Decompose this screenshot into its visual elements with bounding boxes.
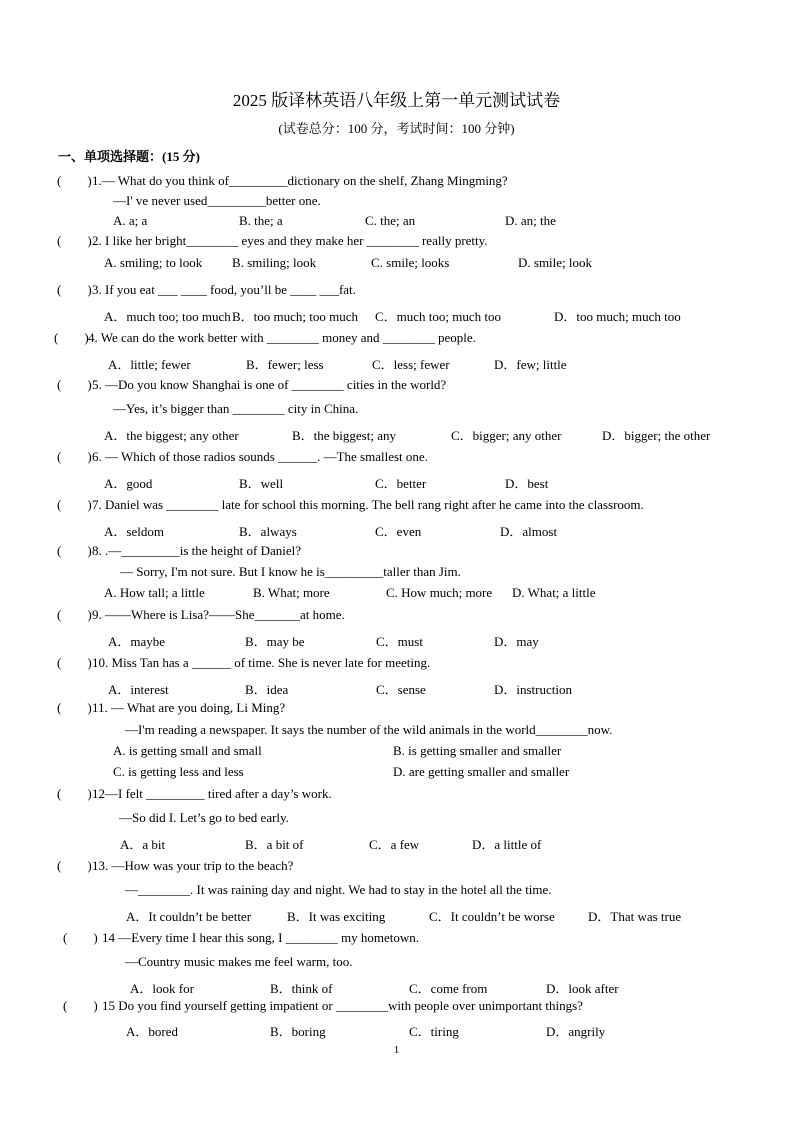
option-b: B．a bit of xyxy=(245,837,304,852)
option-d: D．may xyxy=(494,634,539,649)
answer-blank: ( ) xyxy=(57,173,92,188)
question-stem: 5. —Do you know Shanghai is one of ________ cities in the world? xyxy=(92,377,447,392)
option-a: A. a; a xyxy=(113,213,148,228)
option-b: B. the; a xyxy=(239,213,283,228)
question-stem-continued: —Yes, it’s bigger than ________ city in China. xyxy=(113,401,359,416)
question-stem: 15 Do you find yourself getting impatient or ________with people over unimportant things? xyxy=(102,998,583,1013)
question-stem: 12—I felt _________ tired after a day’s work. xyxy=(92,786,332,801)
option-a: A. is getting small and small xyxy=(113,743,262,758)
option-c: C．It couldn’t be worse xyxy=(429,909,555,924)
option-c: C．bigger; any other xyxy=(451,428,562,443)
option-c: C. the; an xyxy=(365,213,416,228)
option-b: B．It was exciting xyxy=(287,909,386,924)
answer-blank: ( ) xyxy=(57,607,92,622)
option-c: C．a few xyxy=(369,837,420,852)
option-c: C．must xyxy=(376,634,423,649)
option-b: B．always xyxy=(239,524,297,539)
option-d: D．a little of xyxy=(472,837,542,852)
option-d: D．instruction xyxy=(494,682,572,697)
option-b: B．the biggest; any xyxy=(292,428,396,443)
option-a: A. smiling; to look xyxy=(104,255,203,270)
option-a: A．a bit xyxy=(120,837,166,852)
option-a: A．good xyxy=(104,476,153,491)
option-d: D. an; the xyxy=(505,213,556,228)
option-a: A．the biggest; any other xyxy=(104,428,239,443)
option-a: A．seldom xyxy=(104,524,164,539)
answer-blank: ( ) xyxy=(57,543,92,558)
question-stem: 11. — What are you doing, Li Ming? xyxy=(92,700,286,715)
option-d: D．few; little xyxy=(494,357,567,372)
option-a: A．It couldn’t be better xyxy=(126,909,252,924)
option-d: D．too much; much too xyxy=(554,309,681,324)
option-b: B．may be xyxy=(245,634,305,649)
option-a: A．much too; too much xyxy=(104,309,231,324)
question-stem: 6. — Which of those radios sounds ______. —The smallest one. xyxy=(92,449,428,464)
question-stem-continued: —________. It was raining day and night. We had to stay in the hotel all the time. xyxy=(125,882,552,897)
option-a: A．look for xyxy=(130,981,194,996)
option-b: B．too much; too much xyxy=(232,309,359,324)
answer-blank: ( ) xyxy=(57,377,92,392)
option-c: C．better xyxy=(375,476,427,491)
option-c: C. is getting less and less xyxy=(113,764,244,779)
option-a: A. How tall; a little xyxy=(104,585,205,600)
option-d: D．That was true xyxy=(588,909,682,924)
section-heading: 一、单项选择题：(15 分) xyxy=(58,149,200,164)
option-a: A．maybe xyxy=(108,634,166,649)
option-d: D．almost xyxy=(500,524,558,539)
option-c: C. smile; looks xyxy=(371,255,450,270)
answer-blank: ( ) xyxy=(63,930,98,945)
option-b: B．think of xyxy=(270,981,333,996)
option-b: B. is getting smaller and smaller xyxy=(393,743,562,758)
question-stem: 1.— What do you think of_________dictionary on the shelf, Zhang Mingming? xyxy=(92,173,508,188)
question-stem: 3. If you eat ___ ____ food, you’ll be ____ ___fat. xyxy=(92,282,356,297)
question-stem: 8. .—_________is the height of Daniel? xyxy=(92,543,302,558)
option-d: D．angrily xyxy=(546,1024,606,1039)
question-stem: 9. ——Where is Lisa?——She_______at home. xyxy=(92,607,345,622)
option-c: C．come from xyxy=(409,981,488,996)
answer-blank: ( ) xyxy=(57,233,92,248)
question-stem-continued: —So did I. Let’s go to bed early. xyxy=(119,810,289,825)
option-a: A．interest xyxy=(108,682,169,697)
question-stem: 10. Miss Tan has a ______ of time. She is never late for meeting. xyxy=(92,655,431,670)
option-c: C. How much; more xyxy=(386,585,493,600)
option-c: C．much too; much too xyxy=(375,309,502,324)
option-b: B．fewer; less xyxy=(246,357,324,372)
question-stem: 7. Daniel was ________ late for school this morning. The bell rang right after he came into the classroom. xyxy=(92,497,644,512)
question-stem-continued: —I' ve never used_________better one. xyxy=(113,193,321,208)
question-stem-continued: — Sorry, I'm not sure. But I know he is_________taller than Jim. xyxy=(120,564,461,579)
option-b: B．boring xyxy=(270,1024,326,1039)
answer-blank: ( ) xyxy=(57,449,92,464)
option-a: A．bored xyxy=(126,1024,178,1039)
answer-blank: ( ) xyxy=(57,497,92,512)
question-stem-continued: —Country music makes me feel warm, too. xyxy=(125,954,353,969)
option-d: D. smile; look xyxy=(518,255,593,270)
option-d: D. What; a little xyxy=(512,585,596,600)
question-stem: 14 —Every time I hear this song, I ________ my hometown. xyxy=(102,930,420,945)
option-b: B. smiling; look xyxy=(232,255,317,270)
answer-blank: ( ) xyxy=(57,655,92,670)
question-stem: 4. We can do the work better with ________ money and ________ people. xyxy=(88,330,476,345)
answer-blank: ( ) xyxy=(57,786,92,801)
option-b: B．idea xyxy=(245,682,289,697)
question-stem-continued: —I'm reading a newspaper. It says the number of the wild animals in the world________now. xyxy=(125,722,613,737)
option-d: D．look after xyxy=(546,981,619,996)
page-number: 1 xyxy=(393,1044,400,1056)
answer-blank: ( ) xyxy=(54,330,89,345)
option-c: C．sense xyxy=(376,682,426,697)
option-d: D. are getting smaller and smaller xyxy=(393,764,570,779)
question-stem: 2. I like her bright________ eyes and they make her ________ really pretty. xyxy=(92,233,488,248)
option-c: C．less; fewer xyxy=(372,357,450,372)
option-b: B．well xyxy=(239,476,284,491)
option-c: C．even xyxy=(375,524,422,539)
page-subtitle: (试卷总分：100 分，考试时间：100 分钟) xyxy=(278,121,515,136)
option-d: D．best xyxy=(505,476,549,491)
option-d: D．bigger; the other xyxy=(602,428,711,443)
answer-blank: ( ) xyxy=(57,282,92,297)
answer-blank: ( ) xyxy=(57,700,92,715)
option-c: C．tiring xyxy=(409,1024,459,1039)
answer-blank: ( ) xyxy=(57,858,92,873)
answer-blank: ( ) xyxy=(63,998,98,1013)
page-title: 2025 版译林英语八年级上第一单元测试试卷 xyxy=(232,91,561,110)
option-a: A．little; fewer xyxy=(108,357,191,372)
option-b: B. What; more xyxy=(253,585,330,600)
question-stem: 13. —How was your trip to the beach? xyxy=(92,858,294,873)
